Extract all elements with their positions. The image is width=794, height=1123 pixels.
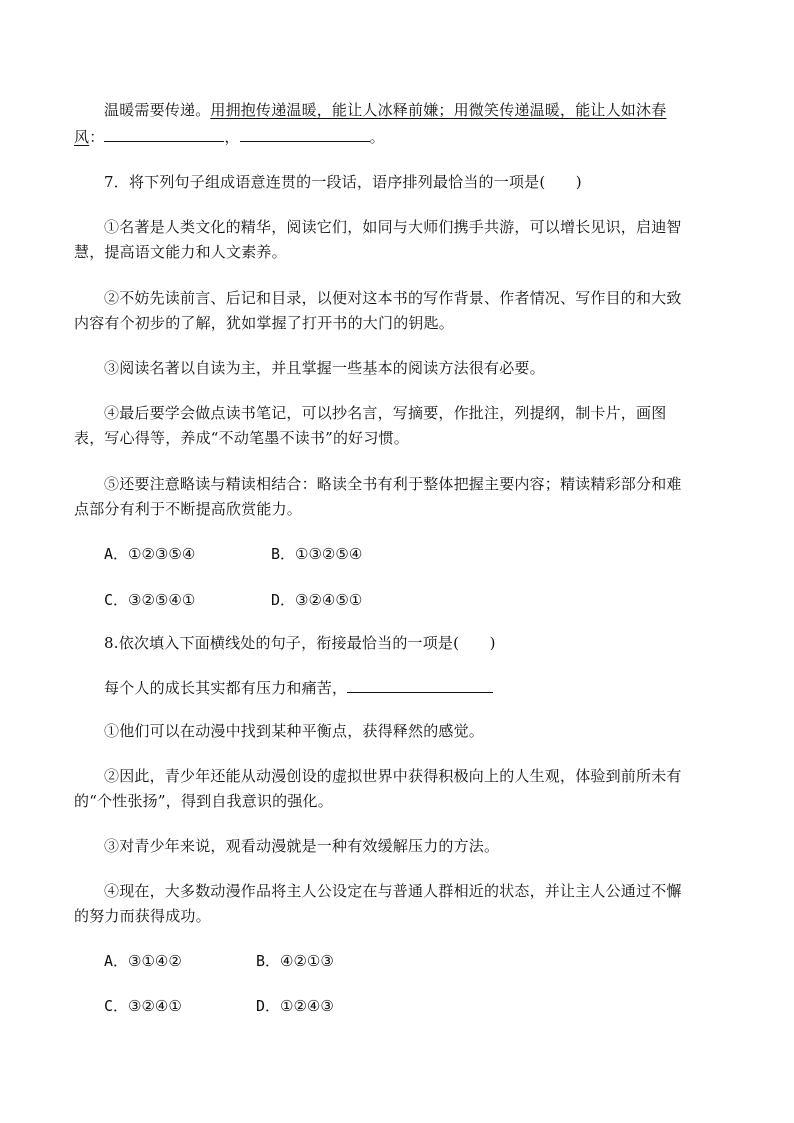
q7-option-b[interactable] [271, 543, 362, 565]
q8-option-b-text: ④②①③ [280, 952, 334, 970]
answer-blank-2[interactable] [240, 126, 370, 142]
q7-option-c-label: C． [104, 591, 129, 609]
q8-sentence-1: ①他们可以在动漫中找到某种平衡点，获得释然的感觉。 [104, 722, 485, 740]
answer-blank-1[interactable] [104, 126, 224, 142]
q8-option-c-text: ③②④① [128, 997, 182, 1015]
q8-option-b[interactable] [256, 950, 334, 972]
q7-sentence-4-line-2: 表，写心得等，养成“不动笔墨不读书”的好习惯。 [74, 429, 409, 447]
intro-line-1 [104, 99, 754, 121]
q8-option-d[interactable] [256, 995, 334, 1017]
q8-sentence-4-line-1: ④现在，大多数动漫作品将主人公设定在与普通人群相近的状态，并让主人公通过不懈 [104, 882, 682, 900]
q7-option-c-text: ③②⑤④① [128, 591, 196, 609]
q7-sentence-3: ③阅读名著以自读为主，并且掌握一些基本的阅读方法很有必要。 [104, 359, 545, 377]
q7-sentence-5-line-2: 点部分有利于不断提高欣赏能力。 [74, 500, 303, 518]
q8-option-a-label: A． [104, 952, 129, 970]
q7-option-d-text: ③②④⑤① [295, 591, 363, 609]
q8-lead-text: 每个人的成长其实都有压力和痛苦， [104, 679, 348, 697]
q7-sentence-4-line-1: ④最后要学会做点读书笔记，可以抄名言，写摘要，作批注，列提纲，制卡片，画图 [104, 404, 667, 422]
q8-sentence-2-line-1: ②因此，青少年还能从动漫创设的虚拟世界中获得积极向上的人生观，体验到前所未有 [104, 767, 682, 785]
q7-sentence-2-line-2: 内容有个初步的了解，犹如掌握了打开书的大门的钥匙。 [74, 314, 455, 332]
intro-line-2 [74, 126, 724, 148]
q7-stem: 7．将下列句子组成语意连贯的一段话，语序排列最恰当的一项是( ) [104, 173, 582, 191]
intro-underlined-start: 风 [74, 128, 90, 146]
q7-option-d-label: D． [271, 591, 296, 609]
q7-option-c[interactable] [104, 589, 195, 611]
q7-option-a-label: A． [104, 545, 129, 563]
intro-end: 。 [369, 128, 385, 146]
q8-stem: 8.依次填入下面横线处的句子，衔接最恰当的一项是( ) [104, 634, 496, 652]
q8-option-b-label: B． [256, 952, 281, 970]
q7-sentence-1-line-2: 慧，提高语文能力和人文素养。 [74, 243, 287, 261]
q7-sentence-5-line-1: ⑤还要注意略读与精读相结合：略读全书有利于整体把握主要内容；精读精彩部分和难 [104, 475, 682, 493]
intro-lead: 温暖需要传递。 [104, 101, 211, 119]
q7-option-a[interactable] [104, 543, 195, 565]
q7-option-a-text: ①②③⑤④ [128, 545, 196, 563]
q7-sentence-2-line-1: ②不妨先读前言、后记和目录，以便对这本书的写作背景、作者情况、写作目的和大致 [104, 289, 682, 307]
intro-sep-1: ： [89, 128, 105, 146]
q8-option-d-label: D． [256, 997, 281, 1015]
q8-option-c-label: C． [104, 997, 129, 1015]
q7-sentence-1-line-1: ①名著是人类文化的精华，阅读它们，如同与大师们携手共游，可以增长见识，启迪智 [104, 218, 682, 236]
q8-option-a-text: ③①④② [128, 952, 182, 970]
intro-underlined-text: 用拥抱传递温暖，能让人冰释前嫌；用微笑传递温暖，能让人如沐春 [210, 101, 667, 119]
q8-option-a[interactable] [104, 950, 182, 972]
q8-sentence-3: ③对青少年来说，观看动漫就是一种有效缓解压力的方法。 [104, 837, 500, 855]
q8-lead-line [104, 677, 754, 699]
answer-blank-3[interactable] [347, 677, 493, 693]
q7-option-d[interactable] [271, 589, 362, 611]
q8-sentence-2-line-2: 的“个性张扬”，得到自我意识的强化。 [74, 792, 333, 810]
q7-option-b-text: ①③②⑤④ [295, 545, 363, 563]
q7-option-b-label: B． [271, 545, 296, 563]
intro-sep-2: ， [224, 128, 240, 146]
q8-option-d-text: ①②④③ [280, 997, 334, 1015]
q8-sentence-4-line-2: 的努力而获得成功。 [74, 907, 211, 925]
q8-option-c[interactable] [104, 995, 182, 1017]
